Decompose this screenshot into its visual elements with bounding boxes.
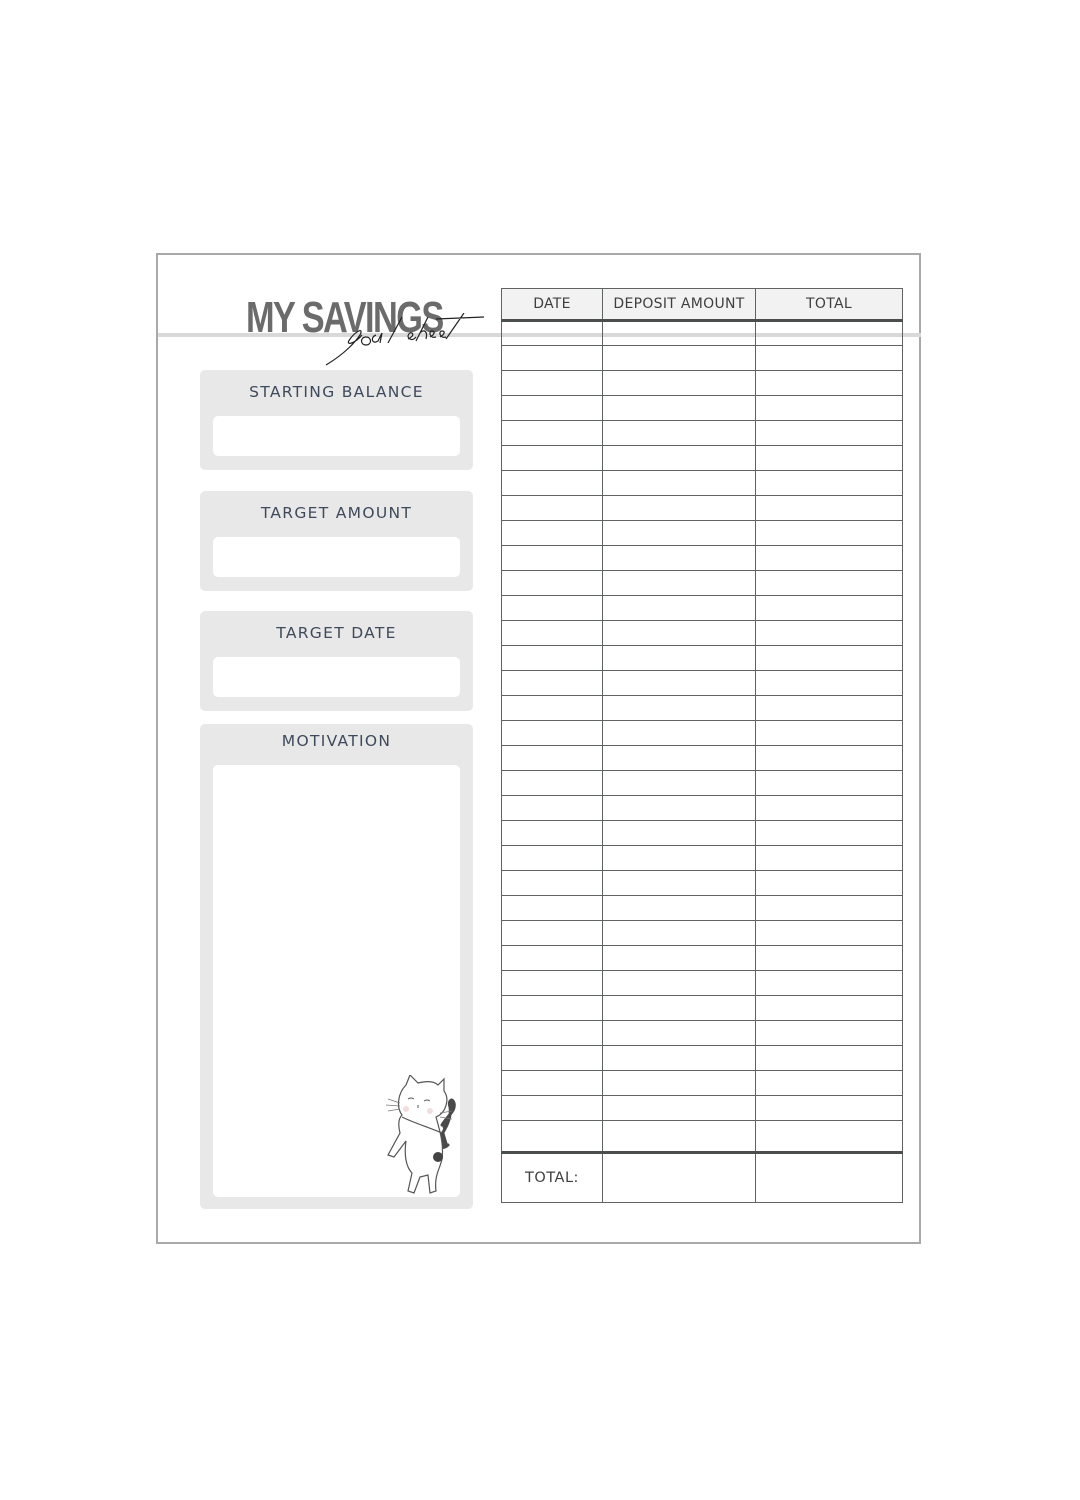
table-row (502, 446, 903, 471)
total-cell[interactable] (756, 321, 903, 346)
total-cell[interactable] (756, 746, 903, 771)
table-row (502, 496, 903, 521)
date-cell[interactable] (502, 646, 603, 671)
total-cell[interactable] (756, 1121, 903, 1153)
table-row (502, 521, 903, 546)
deposit-amount-cell[interactable] (603, 546, 756, 571)
table-total-row (502, 1153, 903, 1203)
total-cell[interactable] (756, 396, 903, 421)
table-row (502, 1121, 903, 1153)
deposit-amount-cell[interactable] (603, 496, 756, 521)
table-row (502, 696, 903, 721)
deposit-amount-cell[interactable] (603, 371, 756, 396)
deposit-amount-cell[interactable] (603, 821, 756, 846)
date-cell[interactable] (502, 896, 603, 921)
table-row (502, 796, 903, 821)
total-cell[interactable] (756, 971, 903, 996)
table-row (502, 571, 903, 596)
table-row (502, 871, 903, 896)
date-cell[interactable] (502, 846, 603, 871)
table-row (502, 821, 903, 846)
total-cell[interactable] (756, 771, 903, 796)
date-cell[interactable] (502, 371, 603, 396)
deposit-amount-cell[interactable] (603, 721, 756, 746)
date-cell[interactable] (502, 421, 603, 446)
deposit-amount-cell[interactable] (603, 971, 756, 996)
table-row (502, 846, 903, 871)
total-cell[interactable] (756, 1096, 903, 1121)
starting-balance-label: STARTING BALANCE (249, 383, 424, 401)
table-row (502, 421, 903, 446)
deposit-amount-cell[interactable] (603, 771, 756, 796)
table-row (502, 971, 903, 996)
starting-balance-panel (200, 370, 473, 470)
table-row (502, 996, 903, 1021)
table-row (502, 771, 903, 796)
deposit-amount-cell[interactable] (603, 846, 756, 871)
total-cell[interactable] (756, 871, 903, 896)
total-cell[interactable] (756, 996, 903, 1021)
date-cell[interactable] (502, 546, 603, 571)
date-cell[interactable] (502, 396, 603, 421)
motivation-label: MOTIVATION (281, 732, 392, 750)
total-cell[interactable] (756, 646, 903, 671)
starting-balance-field[interactable] (213, 416, 460, 456)
deposit-amount-cell[interactable] (603, 1096, 756, 1121)
deposit-amount-cell[interactable] (603, 596, 756, 621)
deposit-amount-cell[interactable] (603, 396, 756, 421)
deposit-amount-cell[interactable] (603, 946, 756, 971)
date-cell[interactable] (502, 346, 603, 371)
total-cell[interactable] (756, 946, 903, 971)
total-cell[interactable] (756, 1071, 903, 1096)
date-cell[interactable] (502, 821, 603, 846)
target-amount-label: TARGET AMOUNT (260, 504, 413, 522)
deposit-amount-cell[interactable] (603, 696, 756, 721)
date-cell[interactable] (502, 1046, 603, 1071)
table-header-row (502, 289, 903, 321)
target-date-label: TARGET DATE (276, 624, 397, 642)
total-cell[interactable] (756, 471, 903, 496)
date-cell[interactable] (502, 596, 603, 621)
table-row (502, 321, 903, 346)
deposit-amount-cell[interactable] (603, 646, 756, 671)
total-cell[interactable] (756, 621, 903, 646)
date-cell[interactable] (502, 746, 603, 771)
deposit-amount-cell[interactable] (603, 671, 756, 696)
deposit-amount-cell[interactable] (603, 1121, 756, 1153)
total-cell[interactable] (756, 1046, 903, 1071)
table-row (502, 946, 903, 971)
table-row (502, 346, 903, 371)
table-body (502, 321, 903, 1153)
table-row (502, 396, 903, 421)
total-deposit-cell[interactable] (603, 1153, 756, 1203)
date-cell[interactable] (502, 1021, 603, 1046)
date-cell[interactable] (502, 571, 603, 596)
goal-sheet-script-icon (316, 313, 486, 373)
total-cell[interactable] (756, 371, 903, 396)
deposit-amount-cell[interactable] (603, 321, 756, 346)
date-cell[interactable] (502, 871, 603, 896)
total-cell[interactable] (756, 1021, 903, 1046)
date-cell[interactable] (502, 496, 603, 521)
table-row (502, 646, 903, 671)
deposit-amount-cell[interactable] (603, 921, 756, 946)
total-cell[interactable] (756, 521, 903, 546)
table-row (502, 371, 903, 396)
date-cell[interactable] (502, 446, 603, 471)
table-row (502, 896, 903, 921)
deposit-amount-cell[interactable] (603, 1046, 756, 1071)
column-header-total: TOTAL (756, 289, 903, 321)
column-header-deposit-amount: DEPOSIT AMOUNT (603, 289, 756, 321)
deposit-amount-cell[interactable] (603, 896, 756, 921)
savings-goal-sheet (156, 253, 921, 1244)
total-label: TOTAL: (502, 1153, 603, 1203)
total-cell[interactable] (756, 921, 903, 946)
target-date-field[interactable] (213, 657, 460, 697)
total-cell[interactable] (756, 671, 903, 696)
deposit-amount-cell[interactable] (603, 471, 756, 496)
date-cell[interactable] (502, 921, 603, 946)
table-row (502, 721, 903, 746)
table-row (502, 621, 903, 646)
total-cell[interactable] (756, 421, 903, 446)
deposit-amount-cell[interactable] (603, 871, 756, 896)
deposit-amount-cell[interactable] (603, 521, 756, 546)
table-row (502, 921, 903, 946)
date-cell[interactable] (502, 996, 603, 1021)
date-cell[interactable] (502, 521, 603, 546)
total-total-cell[interactable] (756, 1153, 903, 1203)
deposit-amount-cell[interactable] (603, 421, 756, 446)
total-cell[interactable] (756, 721, 903, 746)
deposit-amount-cell[interactable] (603, 746, 756, 771)
date-cell[interactable] (502, 471, 603, 496)
deposit-amount-cell[interactable] (603, 996, 756, 1021)
deposit-amount-cell[interactable] (603, 346, 756, 371)
total-cell[interactable] (756, 696, 903, 721)
date-cell[interactable] (502, 721, 603, 746)
page-title: MY SAVINGS (246, 293, 443, 342)
table-row (502, 1071, 903, 1096)
date-cell[interactable] (502, 1121, 603, 1153)
total-cell[interactable] (756, 796, 903, 821)
table-row (502, 471, 903, 496)
deposit-amount-cell[interactable] (603, 571, 756, 596)
total-cell[interactable] (756, 821, 903, 846)
table-row (502, 546, 903, 571)
total-cell[interactable] (756, 846, 903, 871)
total-cell[interactable] (756, 346, 903, 371)
date-cell[interactable] (502, 1096, 603, 1121)
total-cell[interactable] (756, 596, 903, 621)
deposit-amount-cell[interactable] (603, 621, 756, 646)
target-date-panel (200, 611, 473, 711)
total-cell[interactable] (756, 896, 903, 921)
total-cell[interactable] (756, 496, 903, 521)
date-cell[interactable] (502, 946, 603, 971)
date-cell[interactable] (502, 621, 603, 646)
table-row (502, 746, 903, 771)
total-cell[interactable] (756, 571, 903, 596)
total-cell[interactable] (756, 546, 903, 571)
date-cell[interactable] (502, 696, 603, 721)
date-cell[interactable] (502, 1071, 603, 1096)
date-cell[interactable] (502, 796, 603, 821)
target-amount-field[interactable] (213, 537, 460, 577)
table-row (502, 596, 903, 621)
column-header-date: DATE (502, 289, 603, 321)
cat-icon (384, 1075, 464, 1197)
table-row (502, 671, 903, 696)
table-row (502, 1046, 903, 1071)
deposit-amount-cell[interactable] (603, 796, 756, 821)
deposit-amount-cell[interactable] (603, 1021, 756, 1046)
deposit-amount-cell[interactable] (603, 446, 756, 471)
date-cell[interactable] (502, 671, 603, 696)
target-amount-panel (200, 491, 473, 591)
deposit-amount-cell[interactable] (603, 1071, 756, 1096)
table-row (502, 1021, 903, 1046)
deposit-table (501, 288, 903, 1203)
date-cell[interactable] (502, 771, 603, 796)
table-row (502, 1096, 903, 1121)
date-cell[interactable] (502, 971, 603, 996)
date-cell[interactable] (502, 321, 603, 346)
total-cell[interactable] (756, 446, 903, 471)
